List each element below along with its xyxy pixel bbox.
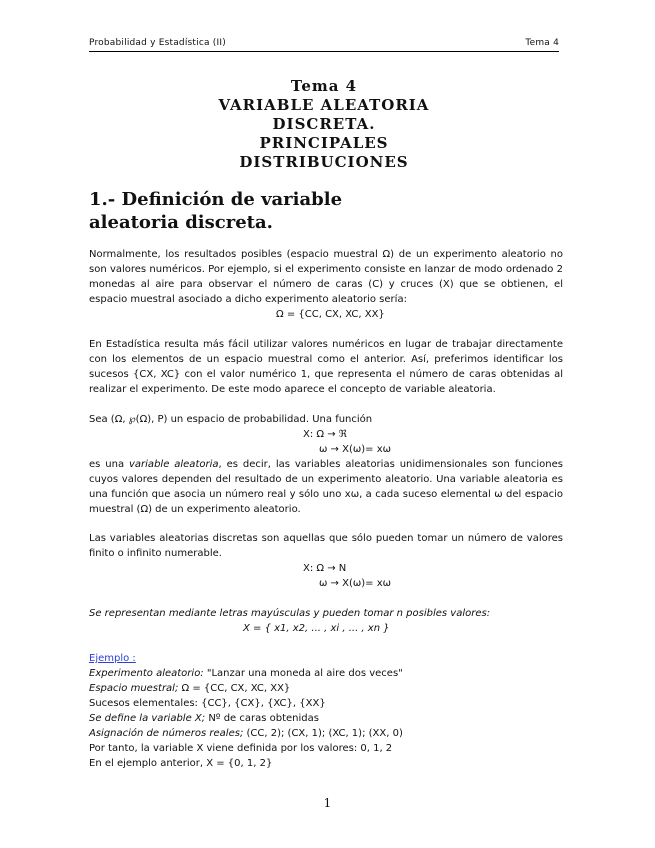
example-text: Nº de caras obtenidas: [205, 713, 319, 724]
probability-space-intro: Sea (Ω, ℘(Ω), P) un espacio de probabilidad. Una función: [89, 414, 373, 425]
example-term: Espacio muestral;: [89, 683, 179, 694]
example-term: Asignación de números reales;: [89, 728, 244, 739]
paragraph-numeric-values: En Estadística resulta más fácil utilizar valores numéricos en lugar de trabajar directamente con los elementos de un espacio muestral como el anterior. Así, preferimos identificar los sucesos {CX, XC} con el valor numérico 1, que representa el número de caras obtenidas al realizar el experimento. De este modo aparece el concepto de variable aleatoria.: [89, 339, 563, 395]
notation-text-start: Se representan mediante letras mayúsculas y pueden tomar: [89, 608, 397, 619]
example-text: Ω = {CC, CX, XC, XX}: [178, 683, 291, 694]
discrete-map-line1: X: Ω → N: [303, 563, 347, 574]
sample-space-formula: Ω = {CC, CX, XC, XX}: [276, 309, 385, 320]
title-line: PRINCIPALES: [259, 134, 389, 152]
example-line-sample-space: [89, 681, 290, 696]
paragraph-random-variable-definition: [89, 457, 563, 517]
example-line-values: Por tanto, la variable X viene definida por los valores: 0, 1, 2: [89, 743, 393, 754]
definition-text-rest: , es decir, las variables aleatorias unidimensionales son funciones cuyos valores dependen del resultado de un experimento aleatorio. Una variable aleatoria es una función que asocia un número real y sólo uno xω, a cada suceso elemental ω del espacio muestral (Ω) de un experimento aleatorio.: [89, 459, 564, 515]
example-line-variable: [89, 711, 319, 726]
example-label: Ejemplo :: [89, 653, 136, 664]
header-chapter: Tema 4: [525, 38, 559, 48]
section-heading: [89, 188, 509, 234]
paragraph-discrete-definition: Las variables aleatorias discretas son aquellas que sólo pueden tomar un número de valores finito o infinito numerable.: [89, 533, 563, 559]
section-heading-line: 1.- Definición de variable: [89, 189, 343, 210]
header-course-title: Probabilidad y Estadística (II): [89, 38, 226, 48]
example-term: Experimento aleatorio:: [89, 668, 204, 679]
header-rule: [89, 51, 559, 52]
example-line-experiment: [89, 666, 403, 681]
definition-text-start: es una: [89, 459, 129, 470]
values-set-formula: X = { x1, x2, ... , xi , ... , xn }: [243, 623, 390, 634]
chapter-title: [89, 77, 559, 172]
example-text: "Lanzar una moneda al aire dos veces": [203, 668, 403, 679]
paragraph-notation: [89, 606, 490, 621]
function-map-line1: X: Ω → ℜ: [303, 429, 347, 440]
example-line-set: En el ejemplo anterior, X = {0, 1, 2}: [89, 758, 273, 769]
example-text: (CC, 2); (CX, 1); (XC, 1); (XX, 0): [243, 728, 403, 739]
example-line-events: Sucesos elementales: {CC}, {CX}, {XC}, {XX}: [89, 698, 326, 709]
running-header: [89, 38, 559, 48]
title-line: DISTRIBUCIONES: [239, 153, 409, 171]
page-number: 1: [323, 796, 332, 810]
function-map-line2: ω → X(ω)= xω: [319, 444, 391, 455]
notation-n: n: [396, 608, 403, 619]
example-line-assignment: [89, 726, 403, 741]
example-term: Se define la variable X;: [89, 713, 206, 724]
notation-text-end: posibles valores:: [403, 608, 491, 619]
paragraph-intro: Normalmente, los resultados posibles (espacio muestral Ω) de un experimento aleatorio no son valores numéricos. Por ejemplo, si el experimento consiste en lanzar de modo ordenado 2 monedas al aire para observar el número de caras (C) y cruces (X) que se obtienen, el espacio muestral asociado a dicho experimento aleatorio sería:: [89, 249, 563, 305]
term-variable-aleatoria: variable aleatoria: [129, 459, 219, 470]
title-line: DISCRETA.: [272, 115, 376, 133]
section-heading-line: aleatoria discreta.: [89, 212, 273, 233]
discrete-map-line2: ω → X(ω)= xω: [319, 578, 391, 589]
title-line: Tema 4: [290, 77, 358, 95]
title-line: VARIABLE ALEATORIA: [218, 96, 430, 114]
